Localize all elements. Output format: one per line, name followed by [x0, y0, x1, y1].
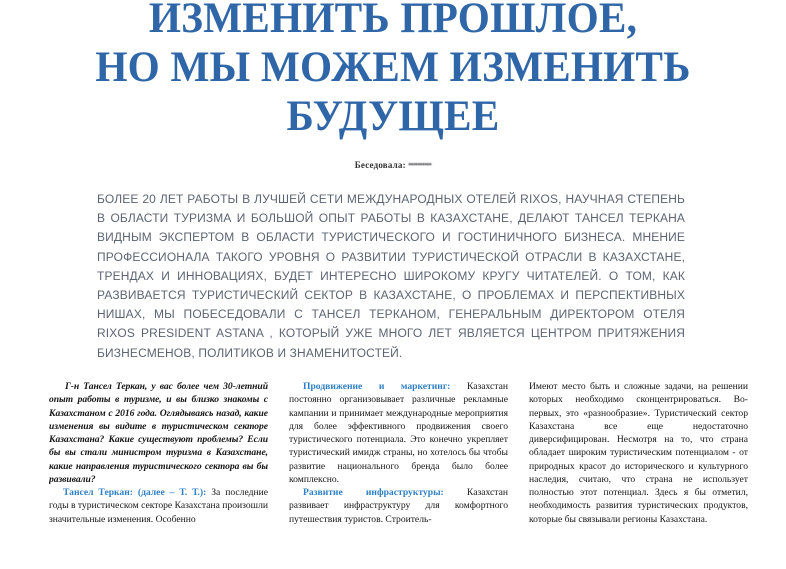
interview-question: Г-н Тансел Теркан, у вас более чем 30-летний опыт работы в туризме, и вы близко знакомы с Казахстаном с 2016 года. Оглядываясь назад, какие изменения вы видите в туристическом секторе Казахстана? Какие существуют проблемы? Если бы вы стали министром туризма в Казахстане, какие направления туристического сектора вы бы развивали? [49, 381, 268, 485]
byline-author-name: •••••••••• [408, 160, 432, 169]
page-headline [0, 0, 786, 141]
byline-label: Беседовала: [354, 160, 406, 170]
speaker-label: Тансел Теркан: (далее – Т. Т.): [63, 487, 207, 498]
marketing-paragraph [289, 380, 508, 486]
body-column-1 [49, 380, 268, 569]
marketing-body: Казахстан постоянно организовывает различные рекламные кампании и принимает международные мероприятия для более эффективного продвижения своего туристического потенциала. Это конечно укрепляет туристический имидж страны, но хотелось бы чтобы развитие национального бренда было более комплексно. [289, 381, 508, 485]
byline [0, 160, 786, 170]
lede-paragraph: БОЛЕЕ 20 ЛЕТ РАБОТЫ В ЛУЧШЕЙ СЕТИ МЕЖДУНАРОДНЫХ ОТЕЛЕЙ RIXOS, НАУЧНАЯ СТЕПЕНЬ В ОБЛАСТИ ТУРИЗМА И БОЛЬШОЙ ОПЫТ РАБОТЫ В КАЗАХСТАНЕ, ДЕЛАЮТ ТАНСЕЛ ТЕРКАНА ВИДНЫМ ЭКСПЕРТОМ В ОБЛАСТИ ТУРИСТИЧЕСКОГО И ГОСТИНИЧНОГО БИЗНЕСА. МНЕНИЕ ПРОФЕССИОНАЛА ТАКОГО УРОВНЯ О РАЗВИТИИ ТУРИСТИЧЕСКОЙ ОТРАСЛИ В КАЗАХСТАНЕ, ТРЕНДАХ И ИННОВАЦИЯХ, БУДЕТ ИНТЕРЕСНО ШИРОКОМУ КРУГУ ЧИТАТЕЛЕЙ. О ТОМ, КАК РАЗВИВАЕТСЯ ТУРИСТИЧЕСКИЙ СЕКТОР В КАЗАХСТАНЕ, О ПРОБЛЕМАХ И ПЕРСПЕКТИВНЫХ НИШАХ, МЫ ПОБЕСЕДОВАЛИ С ТАНСЕЛ ТЕРКАНОМ, ГЕНЕРАЛЬНЫМ ДИРЕКТОРОМ ОТЕЛЯ RIXOS PRESIDENT ASTANA , КОТОРЫЙ УЖЕ МНОГО ЛЕТ ЯВЛЯЕТСЯ ЦЕНТРОМ ПРИТЯЖЕНИЯ БИЗНЕСМЕНОВ, ПОЛИТИКОВ И ЗНАМЕНИТОСТЕЙ. [97, 192, 686, 360]
interview-answer-paragraph [49, 486, 268, 526]
answer-text: За последние годы в туристическом секторе Казахстана произошли значительные изменения. Особенно [49, 487, 268, 525]
headline-line-3: БУДУЩЕЕ [286, 93, 500, 140]
subhead-marketing: Продвижение и маркетинг: [303, 381, 451, 392]
body-column-2 [289, 380, 508, 569]
infrastructure-body: Казахстан развивает инфраструктуру для комфортного путешествия туристов. Строитель- [289, 487, 508, 525]
body-column-3 [529, 380, 748, 569]
subhead-infrastructure: Развитие инфраструктуры: [303, 487, 444, 498]
challenges-paragraph: Имеют место быть и сложные задачи, на решении которых необходимо сконцентрироваться. Во-первых, это «разнообразие». Туристический сектор Казахстана все еще недостаточно диверсифицирован. Несмотря на то, что страна обладает широким туристическим потенциалом - от природных красот до исторического и культурного наследия, считаю, что страна не использует полностью этот потенциал. Здесь я бы отметил, необходимость развития туристических продуктов, которые бы связывали регионы Казахстана. [529, 381, 748, 525]
headline-line-2: НО МЫ МОЖЕМ ИЗМЕНИТЬ [95, 44, 691, 91]
body-columns [49, 380, 749, 569]
headline-line-1: ИЗМЕНИТЬ ПРОШЛОЕ, [148, 0, 638, 42]
infrastructure-paragraph [289, 486, 508, 526]
